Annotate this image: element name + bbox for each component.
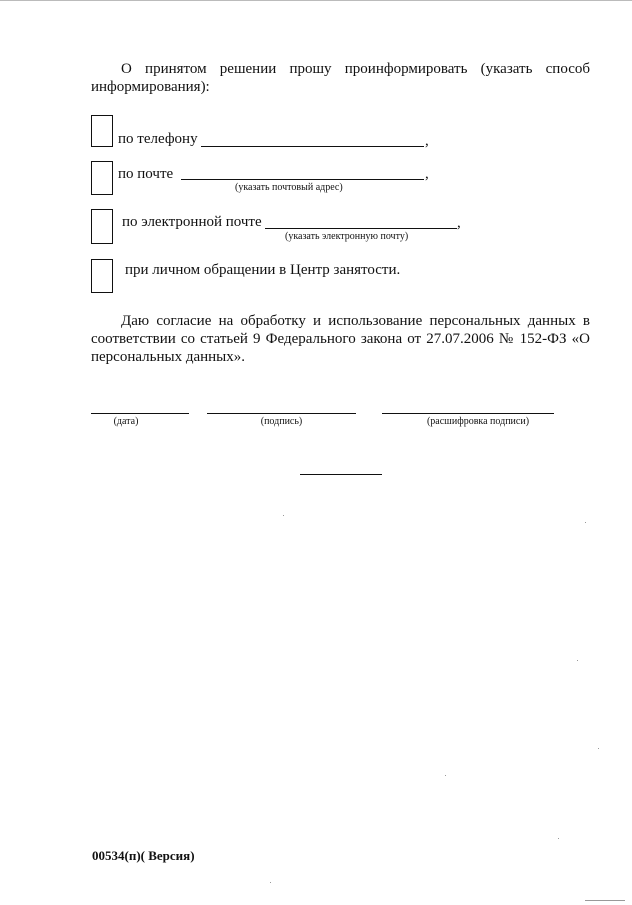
- date-line[interactable]: [91, 413, 189, 414]
- inform-request-paragraph: [91, 60, 590, 96]
- date-caption: (дата): [113, 416, 139, 427]
- separator-line: [300, 474, 382, 475]
- email-checkbox[interactable]: [91, 209, 113, 244]
- scan-speck: [585, 900, 625, 901]
- decoding-caption: (расшифровка подписи): [426, 416, 530, 427]
- email-comma: ,: [457, 215, 461, 231]
- email-hint: (указать электронную почту): [285, 231, 409, 242]
- signature-caption: (подпись): [260, 416, 303, 427]
- phone-checkbox[interactable]: [91, 115, 113, 147]
- form-version-footer: [92, 848, 195, 864]
- inform-request-text: О принятом решении прошу проинформировать (указать способ информирования):: [91, 61, 590, 95]
- scan-speck: [585, 522, 586, 523]
- signature-line[interactable]: [207, 413, 356, 414]
- visit-checkbox[interactable]: [91, 259, 113, 293]
- post-input-line[interactable]: [181, 179, 424, 180]
- email-input-line[interactable]: [265, 228, 457, 229]
- phone-comma: ,: [425, 133, 429, 149]
- email-option-label: по электронной почте: [122, 214, 262, 230]
- scan-speck: [445, 775, 446, 776]
- phone-option-label: по телефону: [118, 131, 198, 147]
- form-version: ( Версия): [140, 848, 195, 863]
- visit-option-label: при личном обращении в Центр занятости.: [125, 262, 401, 278]
- post-option-label: по почте: [118, 166, 174, 182]
- consent-text: Даю согласие на обработку и использование персональных данных в соответствии со статьей 9 Федерального закона от 27.07.2006 № 152-ФЗ «О персональных данных».: [91, 313, 590, 365]
- post-address-hint: (указать почтовый адрес): [235, 182, 343, 193]
- page-top-edge: [0, 0, 632, 1]
- consent-paragraph: [91, 312, 590, 366]
- scan-speck: [577, 660, 578, 661]
- post-comma: ,: [425, 166, 429, 182]
- form-code: 00534(п): [92, 848, 141, 863]
- scan-speck: [270, 882, 271, 883]
- scan-speck: [283, 515, 284, 516]
- scan-speck: [558, 838, 559, 839]
- post-checkbox[interactable]: [91, 161, 113, 195]
- phone-input-line[interactable]: [201, 146, 424, 147]
- scan-speck: [598, 748, 599, 749]
- decoding-line[interactable]: [382, 413, 554, 414]
